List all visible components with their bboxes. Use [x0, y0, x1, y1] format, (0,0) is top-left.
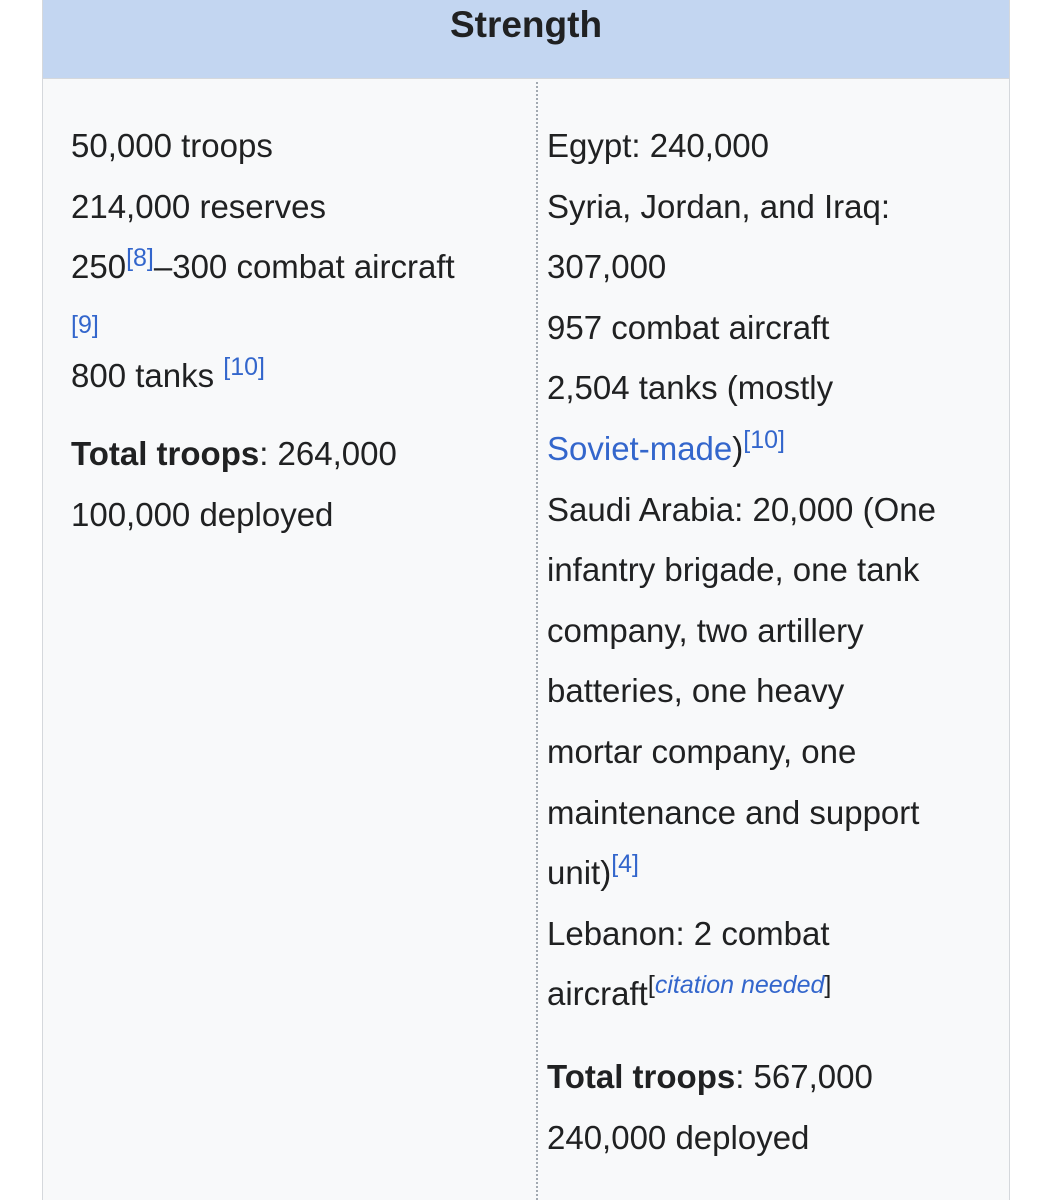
deployed-text: 240,000 deployed [547, 1118, 810, 1156]
citation-needed [648, 971, 832, 999]
total-troops-text [547, 1047, 977, 1108]
saudi-line-4: batteries, one heavy [547, 672, 845, 710]
aircraft-text: 957 combat aircraft [547, 308, 830, 346]
tanks-text [71, 346, 521, 407]
saudi-line-3: company, two artillery [547, 611, 864, 649]
infobox-strength [42, 0, 1010, 1200]
spacer [71, 406, 521, 424]
ref-4-link[interactable]: [4] [611, 850, 639, 879]
egypt-text: Egypt: 240,000 [547, 127, 770, 164]
lebanon-aircraft-text: aircraft [547, 975, 648, 1013]
israel-strength-column [71, 116, 521, 546]
soviet-made-link[interactable]: Soviet-made [547, 429, 733, 467]
syria-value-text: 307,000 [547, 248, 667, 286]
section-header [43, 0, 1009, 79]
saudi-line-1: Saudi Arabia: 20,000 (One [547, 490, 936, 528]
total-troops-text [71, 424, 521, 485]
ref-9-line [71, 298, 521, 346]
citation-needed-link[interactable]: citation needed [654, 971, 825, 1000]
column-divider [536, 82, 538, 1200]
soviet-line [547, 419, 977, 480]
ref-9-link[interactable]: [9] [71, 310, 99, 339]
total-troops-value: : 264,000 [259, 435, 397, 473]
tanks-label: 800 tanks [71, 356, 224, 394]
lebanon-line-2 [547, 964, 977, 1025]
cn-close: ] [824, 971, 832, 1000]
reserves-text: 214,000 reserves [71, 187, 326, 225]
cn-open: [ [647, 971, 655, 1000]
tanks-text: 2,504 tanks (mostly [547, 369, 834, 407]
aircraft-start: 250 [71, 248, 127, 286]
arab-strength-column [547, 116, 977, 1168]
saudi-line-5: mortar company, one [547, 732, 857, 770]
lebanon-line-1: Lebanon: 2 combat [547, 914, 830, 952]
syria-text: Syria, Jordan, and Iraq: [547, 187, 891, 225]
saudi-line-6: maintenance and support [547, 793, 920, 831]
spacer [547, 1025, 977, 1047]
ref-10-link[interactable]: [10] [743, 425, 785, 454]
ref-10-link[interactable]: [10] [223, 352, 265, 381]
saudi-line-7 [547, 843, 977, 904]
saudi-unit-text: unit) [547, 854, 612, 892]
ref-8-link[interactable]: [8] [126, 244, 154, 273]
close-paren: ) [732, 429, 744, 467]
total-troops-label: Total troops [71, 435, 260, 473]
aircraft-text [71, 237, 521, 298]
section-title: Strength [449, 4, 603, 45]
total-troops-label: Total troops [547, 1057, 736, 1095]
deployed-text: 100,000 deployed [71, 495, 334, 533]
total-troops-value: : 567,000 [735, 1057, 873, 1095]
troops-text: 50,000 troops [71, 127, 273, 164]
saudi-line-2: infantry brigade, one tank [547, 551, 920, 589]
aircraft-end: –300 combat aircraft [153, 248, 455, 286]
